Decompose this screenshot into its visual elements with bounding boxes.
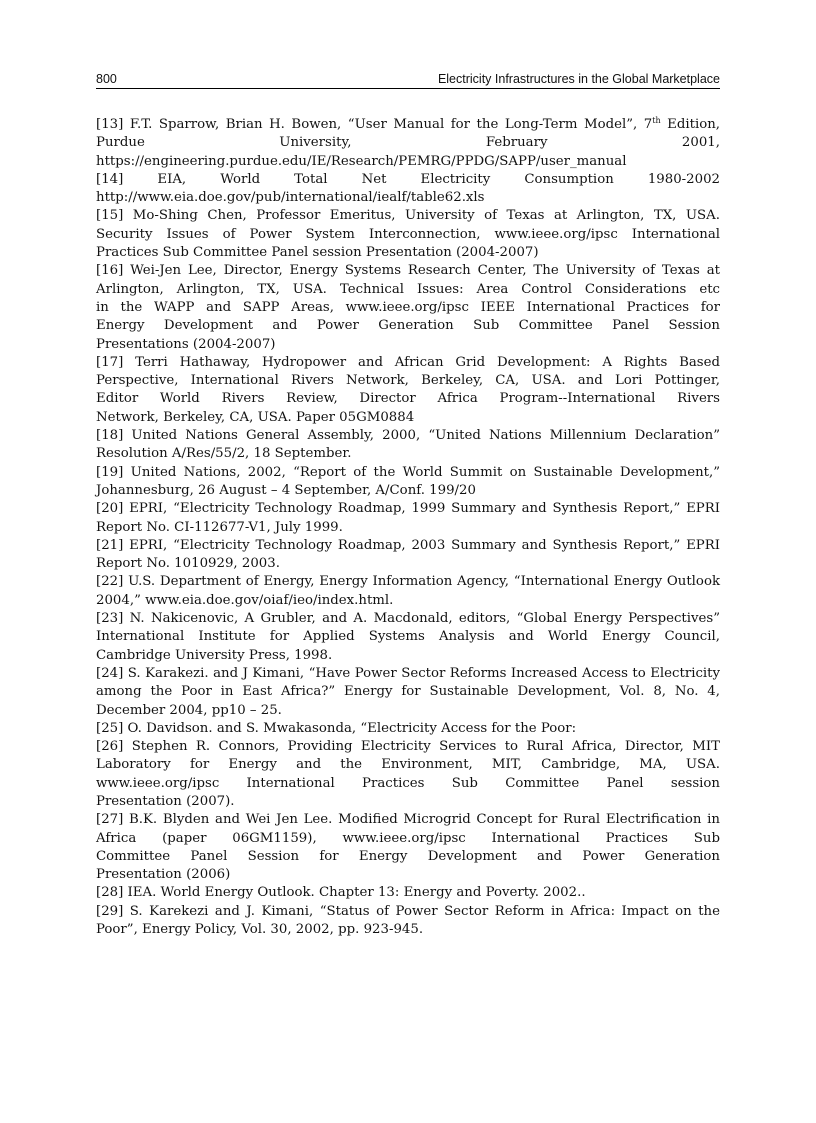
- reference-text: Johannesburg, 26 August – 4 September, A/Conf. 199/20: [96, 482, 476, 498]
- reference-first-line: [96, 262, 720, 280]
- reference-number: [23]: [96, 611, 130, 627]
- reference-text: Energy Development and Power Generation Sub Committee Panel Session: [96, 318, 720, 334]
- reference-text: B.K. Blyden and Wei Jen Lee. Modified Microgrid Concept for Rural Electrification in: [129, 812, 720, 828]
- reference-continuation-line: [96, 592, 720, 610]
- reference-entry: [96, 903, 720, 940]
- reference-text: Security Issues of Power System Interconnection, www.ieee.org/ipsc International: [96, 226, 720, 242]
- reference-text: Mo-Shing Chen, Professor Emeritus, University of Texas at Arlington, TX, USA.: [132, 208, 720, 224]
- reference-text: International Institute for Applied Systems Analysis and World Energy Council,: [96, 629, 720, 645]
- reference-text: Purdue University, February 2001,: [96, 135, 720, 151]
- reference-text: Stephen R. Connors, Providing Electricity Services to Rural Africa, Director, MIT: [131, 739, 720, 755]
- reference-first-line: [96, 738, 720, 756]
- reference-text: Presentations (2004-2007): [96, 336, 276, 352]
- reference-text: https://engineering.purdue.edu/IE/Research/PEMRG/PPDG/SAPP/user_manual: [96, 153, 627, 169]
- reference-text: EPRI, “Electricity Technology Roadmap, 1999 Summary and Synthesis Report,” EPRI: [129, 501, 720, 517]
- reference-number: [25]: [96, 720, 128, 736]
- reference-number: [15]: [96, 208, 133, 224]
- reference-text: N. Nakicenovic, A Grubler, and A. Macdonald, editors, “Global Energy Perspectives”: [129, 611, 720, 627]
- reference-text: December 2004, pp10 – 25.: [96, 702, 282, 718]
- reference-continuation-line: [96, 519, 720, 537]
- reference-number: [19]: [96, 464, 131, 480]
- running-title: Electricity Infrastructures in the Global Marketplace: [437, 72, 720, 86]
- reference-text: Cambridge University Press, 1998.: [96, 647, 333, 663]
- reference-first-line: [96, 811, 720, 829]
- reference-continuation-line: [96, 775, 720, 793]
- running-header: [96, 70, 720, 89]
- reference-first-line: [96, 116, 720, 134]
- reference-entry: [96, 464, 720, 501]
- reference-continuation-line: [96, 683, 720, 701]
- reference-first-line: [96, 665, 721, 683]
- reference-first-line: [96, 903, 720, 921]
- reference-text: http://www.eia.doe.gov/pub/international/iealf/table62.xls: [96, 190, 485, 206]
- reference-continuation-line: [96, 134, 720, 152]
- reference-first-line: [96, 171, 720, 189]
- reference-entry: [96, 610, 720, 665]
- reference-number: [26]: [96, 739, 132, 755]
- reference-list: [96, 116, 720, 939]
- reference-first-line: [96, 610, 720, 628]
- reference-text: S. Karekezi and J. Kimani, “Status of Power Sector Reform in Africa: Impact on the: [129, 903, 720, 919]
- reference-text: United Nations, 2002, “Report of the World Summit on Sustainable Development,”: [130, 464, 721, 480]
- reference-text: Editor World Rivers Review, Director Africa Program--International Rivers: [96, 391, 720, 407]
- reference-text: Perspective, International Rivers Network, Berkeley, CA, USA. and Lori Pottinger,: [96, 373, 720, 389]
- reference-continuation-line: [96, 299, 720, 317]
- reference-number: [18]: [96, 428, 132, 444]
- reference-text: Presentation (2007).: [96, 793, 235, 809]
- reference-entry: [96, 262, 720, 353]
- reference-first-line: [96, 573, 721, 591]
- reference-text: Arlington, Arlington, TX, USA. Technical Issues: Area Control Considerations etc: [96, 281, 720, 297]
- reference-entry: [96, 720, 720, 738]
- reference-continuation-line: [96, 390, 720, 408]
- reference-text: 2004,” www.eia.doe.gov/oiaf/ieo/index.html.: [96, 592, 394, 608]
- reference-first-line: [96, 537, 720, 555]
- reference-continuation-line: [96, 921, 720, 939]
- reference-continuation-line: [96, 244, 720, 262]
- reference-text: among the Poor in East Africa?” Energy for Sustainable Development, Vol. 8, No. 4,: [96, 684, 720, 700]
- reference-entry: [96, 811, 720, 884]
- reference-continuation-line: [96, 866, 720, 884]
- reference-entry: [96, 427, 720, 464]
- reference-text: S. Karakezi. and J Kimani, “Have Power Sector Reforms Increased Access to Electricity: [127, 665, 721, 681]
- reference-text: Network, Berkeley, CA, USA. Paper 05GM0884: [96, 409, 415, 425]
- reference-continuation-line: [96, 336, 720, 354]
- reference-number: [14]: [96, 171, 158, 187]
- reference-continuation-line: [96, 628, 720, 646]
- reference-entry: [96, 500, 720, 537]
- reference-continuation-line: [96, 793, 720, 811]
- reference-continuation-line: [96, 830, 720, 848]
- reference-text: Edition,: [660, 117, 720, 132]
- reference-number: [28]: [96, 885, 128, 901]
- reference-first-line: [96, 207, 720, 225]
- reference-text: F.T. Sparrow, Brian H. Bowen, “User Manual for the Long-Term Model”, 7: [129, 117, 653, 132]
- reference-continuation-line: [96, 153, 720, 171]
- reference-text: O. Davidson. and S. Mwakasonda, “Electricity Access for the Poor:: [127, 720, 577, 736]
- reference-first-line: [96, 720, 720, 738]
- reference-first-line: [96, 884, 720, 902]
- reference-text: Resolution A/Res/55/2, 18 September.: [96, 446, 352, 462]
- reference-first-line: [96, 500, 720, 518]
- reference-number: [27]: [96, 812, 129, 828]
- reference-number: [21]: [96, 537, 130, 553]
- reference-continuation-line: [96, 756, 720, 774]
- reference-continuation-line: [96, 317, 720, 335]
- reference-text: Wei-Jen Lee, Director, Energy Systems Research Center, The University of Texas at: [130, 263, 720, 279]
- reference-entry: [96, 171, 720, 208]
- reference-entry: [96, 354, 720, 427]
- reference-continuation-line: [96, 189, 720, 207]
- reference-entry: [96, 207, 720, 262]
- reference-first-line: [96, 354, 720, 372]
- reference-text: United Nations General Assembly, 2000, “United Nations Millennium Declaration”: [131, 428, 720, 444]
- reference-entry: [96, 738, 720, 811]
- reference-text: Committee Panel Session for Energy Development and Power Generation: [96, 848, 720, 864]
- reference-number: [17]: [96, 354, 136, 370]
- reference-text: in the WAPP and SAPP Areas, www.ieee.org/ipsc IEEE International Practices for: [96, 299, 720, 315]
- reference-continuation-line: [96, 848, 720, 866]
- reference-number: [29]: [96, 903, 130, 919]
- reference-continuation-line: [96, 647, 720, 665]
- reference-text: Laboratory for Energy and the Environment, MIT, Cambridge, MA, USA.: [96, 757, 720, 773]
- reference-text: IEA. World Energy Outlook. Chapter 13: Energy and Poverty. 2002..: [127, 885, 586, 901]
- reference-number: [16]: [96, 263, 131, 279]
- reference-number: [22]: [96, 574, 129, 590]
- reference-number: [20]: [96, 501, 130, 517]
- reference-continuation-line: [96, 281, 720, 299]
- reference-entry: [96, 116, 720, 171]
- reference-text: Practices Sub Committee Panel session Presentation (2004-2007): [96, 245, 539, 261]
- reference-text: Poor”, Energy Policy, Vol. 30, 2002, pp. 923-945.: [96, 922, 424, 938]
- superscript-ordinal: th: [652, 116, 661, 125]
- reference-continuation-line: [96, 482, 720, 500]
- reference-text: Africa (paper 06GM1159), www.ieee.org/ipsc International Practices Sub: [96, 830, 720, 846]
- reference-continuation-line: [96, 226, 720, 244]
- reference-continuation-line: [96, 372, 720, 390]
- reference-text: Terri Hathaway, Hydropower and African Grid Development: A Rights Based: [135, 354, 720, 370]
- reference-number: [24]: [96, 665, 128, 681]
- reference-text: EPRI, “Electricity Technology Roadmap, 2003 Summary and Synthesis Report,” EPRI: [129, 537, 720, 553]
- reference-text: www.ieee.org/ipsc International Practices Sub Committee Panel session: [96, 775, 720, 791]
- reference-first-line: [96, 427, 720, 445]
- reference-text: Report No. 1010929, 2003.: [96, 556, 280, 572]
- reference-continuation-line: [96, 702, 720, 720]
- reference-continuation-line: [96, 409, 720, 427]
- reference-continuation-line: [96, 555, 720, 573]
- reference-text: Report No. CI-112677-V1, July 1999.: [96, 519, 343, 535]
- reference-entry: [96, 884, 720, 902]
- reference-text: U.S. Department of Energy, Energy Information Agency, “International Energy Outlook: [128, 574, 721, 590]
- reference-text: EIA, World Total Net Electricity Consumption 1980-2002: [157, 171, 720, 187]
- reference-entry: [96, 537, 720, 574]
- reference-entry: [96, 573, 720, 610]
- reference-entry: [96, 665, 720, 720]
- page-number: 800: [96, 72, 117, 86]
- reference-continuation-line: [96, 445, 720, 463]
- reference-text: Presentation (2006): [96, 867, 231, 883]
- reference-number: [13]: [96, 117, 130, 132]
- reference-first-line: [96, 464, 721, 482]
